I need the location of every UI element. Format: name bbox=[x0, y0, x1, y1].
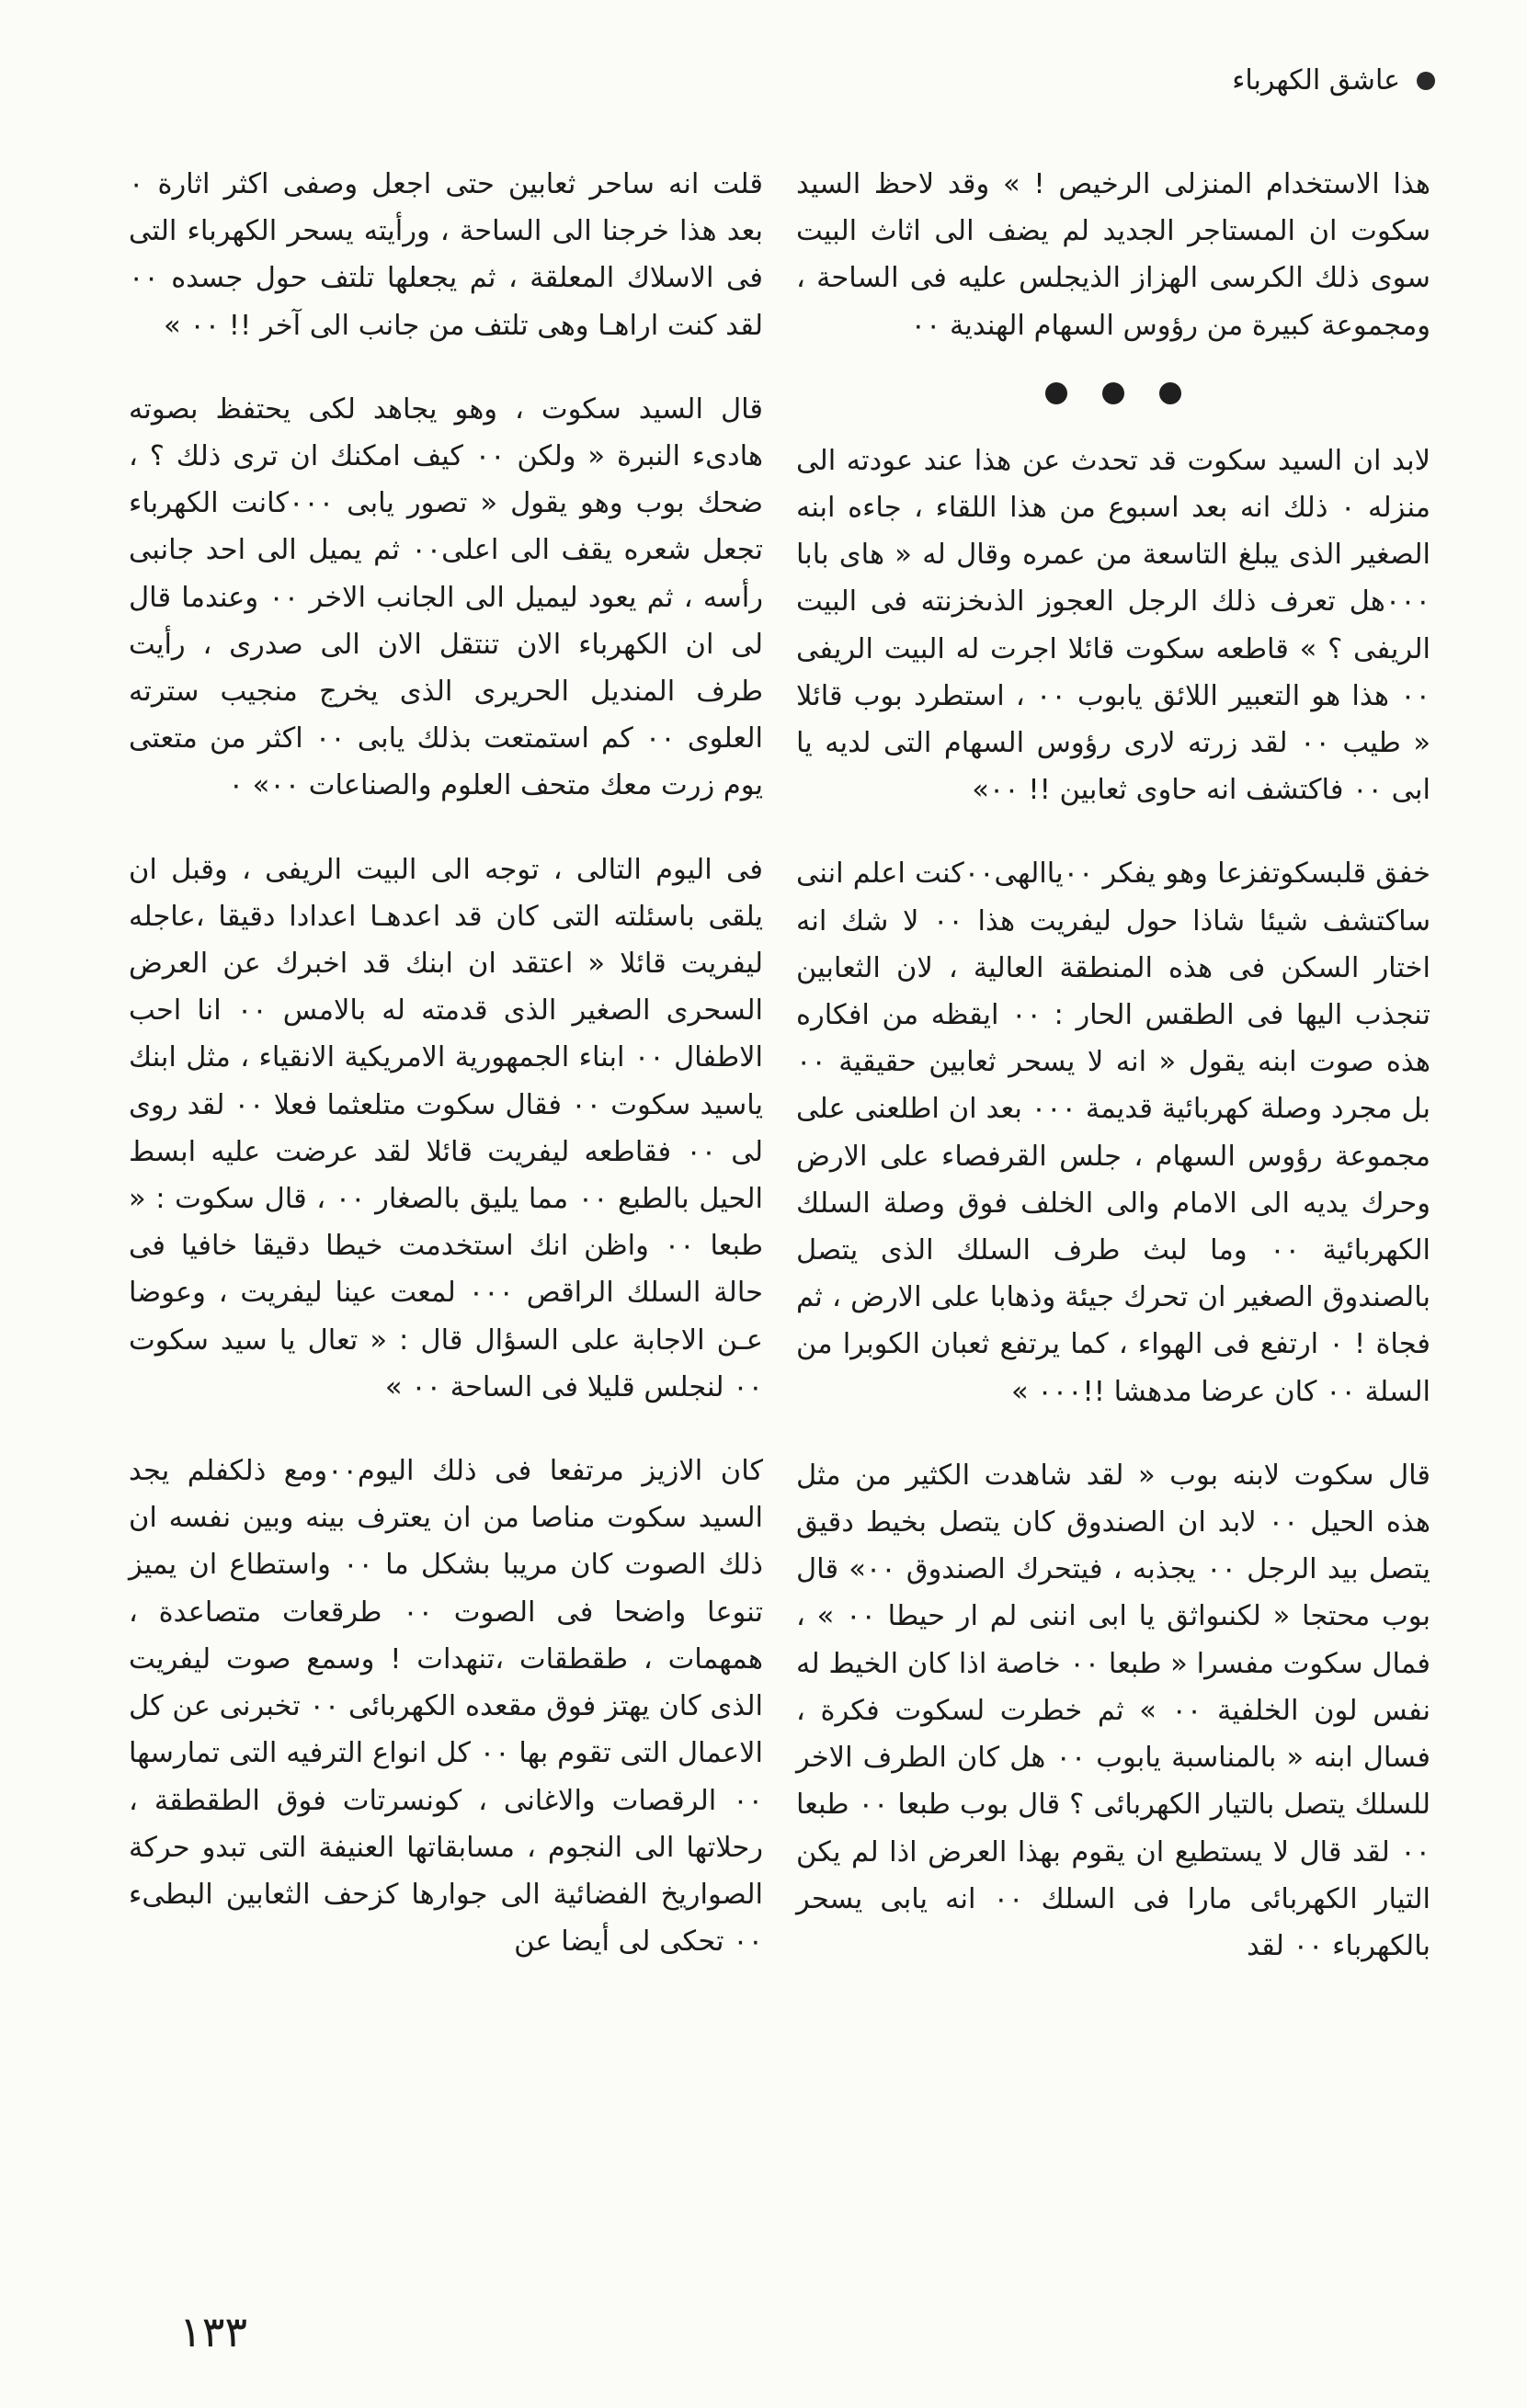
paragraph: قال سكوت لابنه بوب « لقد شاهدت الكثير من مثل هذه الحيل ٠٠ لابد ان الصندوق كان يتصل بخيط دقيق يتصل بيد الرجل ٠٠ يجذبه ، فيتحرك الصندوق ٠٠» قال بوب محتجا « لكنىواثق يا ابى اننى لم ار حيطا ٠٠ » ، فمال سكوت مفسرا « طبعا ٠٠ خاصة اذا كان الخيط له نفس لون الخلفية ٠٠ » ثم خطرت لسكوت فكرة ، فسال ابنه « بالمناسبة يابوب ٠٠ هل كان الطرف الاخر للسلك يتصل بالتيار الكهربائى ؟ قال بوب طبعا ٠٠ طبعا ٠٠ لقد قال لا يستطيع ان يقوم بهذا العرض اذا لم يكن التيار الكهربائى مارا فى السلك ٠٠ انه يابى يسحر بالكهرباء ٠٠ لقد bbox=[796, 1459, 1431, 1962]
paragraph: خفق قلبسكوتفزعا وهو يفكر ٠٠ياالهى٠٠كنت اعلم اننى ساكتشف شيئا شاذا حول ليفريت هذا ٠٠ لا شك انه اختار السكن فى هذه المنطقة العالية ، لان الثعابين تنجذب اليها فى الطقس الحار : ٠٠ ايقظه من افكاره هذه صوت ابنه يقول « انه لا يسحر ثعابين حقيقية ٠٠ بل مجرد وصلة كهربائية قديمة ٠٠٠ بعد ان اطلعنى على مجموعة رؤوس السهام ، جلس القرفصاء على الارض وحرك يديه الى الامام والى الخلف فوق وصلة السلك الكهربائية ٠٠ وما لبث طرف السلك الذى يتصل بالصندوق الصغير ان تحرك جيئة وذهابا على الارض ، ثم فجاة ! ٠ ارتفع فى الهواء ، كما يرتفع ثعبان الكوبرا من السلة ٠٠ كان عرضا مدهشا !!٠٠٠ » bbox=[796, 858, 1430, 1408]
running-header bbox=[1232, 64, 1435, 97]
bullet-icon bbox=[1417, 72, 1435, 90]
paragraph: قلت انه ساحر ثعابين حتى اجعل وصفى اكثر اثارة ٠ بعد هذا خرجنا الى الساحة ، ورأيته يسحر الكهرباء التى فى الاسلاك المعلقة ، ثم يجعلها تلتف حول جسده ٠٠ لقد كنت اراهـا وهى تلتف من جانب الى آخر !! ٠٠ » bbox=[129, 168, 763, 342]
paragraph: قال السيد سكوت ، وهو يجاهد لكى يحتفظ بصوته هادىء النبرة « ولكن ٠٠ كيف امكنك ان ترى ذلك ؟ ، ضحك بوب وهو يقول « تصور يابى ٠٠٠كانت الكهرباء تجعل شعره يقف الى اعلى٠٠ ثم يميل الى احد جانبى رأسه ، ثم يعود ليميل الى الجانب الاخر ٠٠ وعندما قال لى ان الكهرباء الان تنتقل الان الى صدرى ، رأيت طرف المنديل الحريرى الذى يخرج منجيب سترته العلوى ٠٠ كم استمتعت بذلك يابى ٠٠ اكثر من متعتى يوم زرت معك متحف العلوم والصناعات ٠٠» ٠ bbox=[129, 392, 764, 802]
paragraph: هذا الاستخدام المنزلى الرخيص ! » وقد لاحظ السيد سكوت ان المستاجر الجديد لم يضف الى اثاث البيت سوى ذلك الكرسى الهزاز الذيجلس عليه فى الساحة ، ومجموعة كبيرة من رؤوس السهام الهندية ٠٠ bbox=[796, 168, 1430, 342]
left-column bbox=[129, 161, 763, 1965]
paragraph: كان الازيز مرتفعا فى ذلك اليوم٠٠ومع ذلكفلم يجد السيد سكوت مناصا من ان يعترف بينه وبين نفسه ان ذلك الصوت كان مريبا بشكل ما ٠٠ واستطاع ان يميز تنوعا واضحا فى الصوت ٠٠ طرقعات متصاعدة ، همهمات ، طقطقات ،تنهدات ! وسمع صوت ليفريت الذى كان يهتز فوق مقعده الكهربائى ٠٠ تخبرنى عن كل الاعمال التى تقوم بها ٠٠ كل انواع الترفيه التى تمارسها ٠٠ الرقصات والاغانى ، كونسرتات فوق الطقطقة ، رحلاتها الى النجوم ، مسابقاتها العنيفة التى تبدو حركة الصواريخ الفضائية الى جوارها كزحف الثعابين البطىء ٠٠ تحكى لى أيضا عن bbox=[129, 1455, 764, 1959]
dot-icon bbox=[1102, 382, 1124, 404]
section-divider-dots bbox=[796, 349, 1430, 437]
paragraph: فى اليوم التالى ، توجه الى البيت الريفى ، وقبل ان يلقى باسئلته التى كان قد اعدهـا اعدادا دقيقا ،عاجله ليفريت قائلا « اعتقد ان ابنك قد اخبرك عن العرض السحرى الصغير الذى قدمته له بالامس ٠٠ انا احب الاطفال ٠٠ ابناء الجمهورية الامريكية الانقياء ، مثل ابنك ياسيد سكوت ٠٠ فقال سكوت متلعثما فعلا ٠٠ لقد روى لى ٠٠ فقاطعه ليفريت قائلا لقد عرضت عليه ابسط الحيل بالطبع ٠٠ مما يليق بالصغار ٠٠ ، قال سكوت : « طبعا ٠٠ واظن انك استخدمت خيطا دقيقا خافيا فى حالة السلك الراقص ٠٠٠ لمعت عينا ليفريت ، وعوضا عـن الاجابة على السؤال قال : « تعال يا سيد سكوت ٠٠ لنجلس قليلا فى الساحة ٠٠ » bbox=[129, 853, 764, 1403]
page-number: ١٣٣ bbox=[179, 2307, 248, 2357]
right-column bbox=[796, 161, 1430, 1970]
running-title: عاشق الكهرباء bbox=[1232, 64, 1400, 97]
dot-icon bbox=[1159, 382, 1181, 404]
dot-icon bbox=[1045, 382, 1067, 404]
paragraph: لابد ان السيد سكوت قد تحدث عن هذا عند عودته الى منزله ٠ ذلك انه بعد اسبوع من هذا اللقاء ، جاءه ابنه الصغير الذى يبلغ التاسعة من عمره وقال له « هاى بابا ٠٠٠هل تعرف ذلك الرجل العجوز الذىخزنته فى البيت الريفى ؟ » قاطعه سكوت قائلا اجرت له البيت الريفى ٠٠ هذا هو التعبير اللائق يابوب ٠٠ ، استطرد بوب قائلا « طيب ٠٠ لقد زرته لارى رؤوس السهام التى لديه يا ابى ٠٠ فاكتشف انه حاوى ثعابين !! ٠٠» bbox=[796, 444, 1430, 807]
